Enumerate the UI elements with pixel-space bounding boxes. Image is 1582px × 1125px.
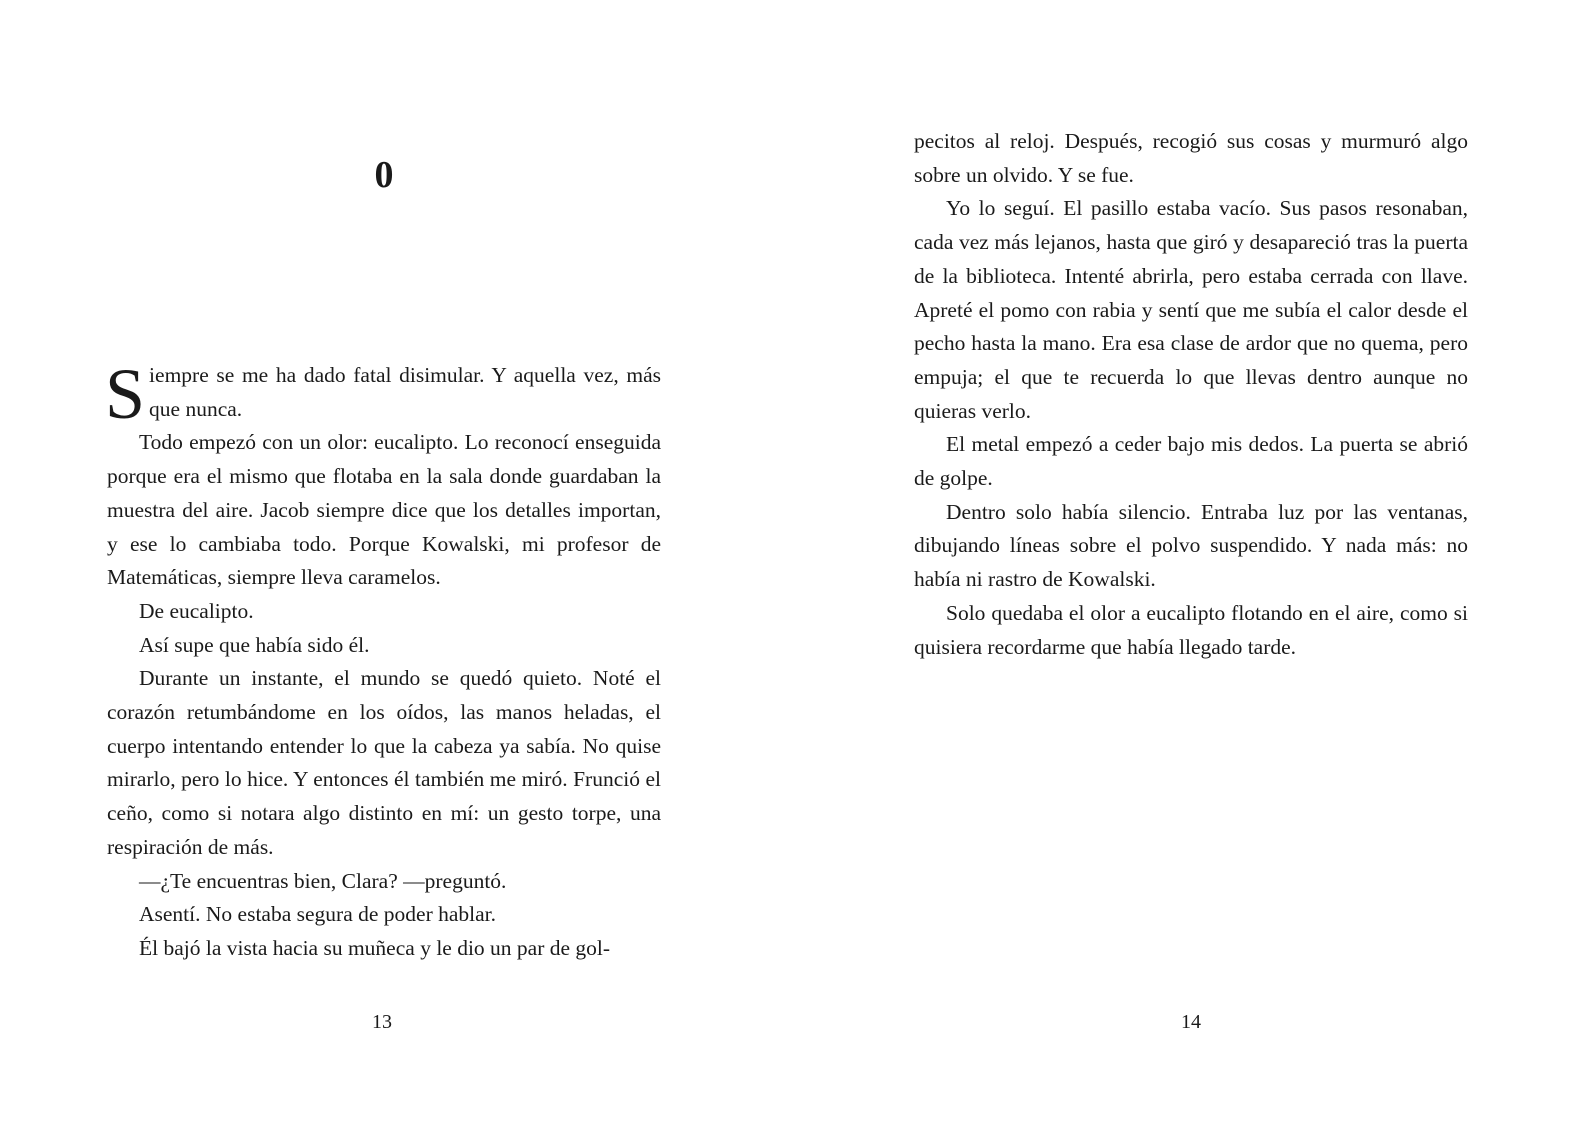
left-page-text [105, 354, 661, 966]
paragraph: Durante un instante, el mundo se quedó quieto. Noté el corazón retumbándome en los oídos, las manos heladas, el cuerpo intentando entender lo que la cabeza ya sabía. No quise mirarlo, pero lo hice. Y entonces él también me miró. Frunció el ceño, como si notara algo distinto en mí: un gesto torpe, una respiración de más. [107, 666, 661, 859]
right-page [791, 0, 1582, 1125]
right-page-text [914, 125, 1468, 664]
continued-paragraph: pecitos al reloj. Después, recogió sus cosas y murmuró algo sobre un olvido. Y se fue. [914, 129, 1468, 187]
chapter-number: 0 [374, 154, 394, 196]
paragraph-text: iempre se me ha dado fatal disimular. Y aquella vez, más que nunca. [149, 363, 661, 421]
paragraph: Dentro solo había silencio. Entraba luz por las ventanas, dibujando líneas sobre el polvo suspendido. Y nada más: no había ni rastro de Kowalski. [914, 499, 1468, 592]
paragraph: Asentí. No estaba segura de poder hablar. [139, 902, 497, 927]
paragraph: Él bajó la vista hacia su muñeca y le dio un par de gol- [139, 935, 611, 960]
paragraph: Yo lo seguí. El pasillo estaba vacío. Sus pasos resonaban, cada vez más lejanos, hasta que giró y desapareció tras la puerta de la biblioteca. Intenté abrirla, pero estaba cerrada con llave. Apreté el pomo con rabia y sentí que me subía el calor desde el pecho hasta la mano. Era esa clase de ardor que no quema, pero empuja; el que te recuerda lo que llevas dentro aunque no quieras verlo. [914, 196, 1468, 423]
paragraph: El metal empezó a ceder bajo mis dedos. La puerta se abrió de golpe. [914, 432, 1468, 491]
page-number: 13 [372, 1011, 392, 1033]
paragraph: Solo quedaba el olor a eucalipto flotando en el aire, como si quisiera recordarme que había llegado tarde. [914, 600, 1468, 659]
paragraph: De eucalipto. [139, 598, 254, 623]
drop-cap: S [105, 354, 146, 434]
paragraph: Todo empezó con un olor: eucalipto. Lo reconocí enseguida porque era el mismo que flotaba en la sala donde guardaban la muestra del aire. Jacob siempre dice que los detalles importan, y ese lo cambiaba todo. Porque Kowalski, mi profesor de Matemáticas, siempre lleva caramelos. [107, 430, 661, 590]
opening-paragraph [105, 354, 661, 434]
dialogue-paragraph: —¿Te encuentras bien, Clara? —preguntó. [139, 868, 507, 893]
paragraph: Así supe que había sido él. [139, 632, 370, 657]
page-number: 14 [1181, 1011, 1201, 1033]
